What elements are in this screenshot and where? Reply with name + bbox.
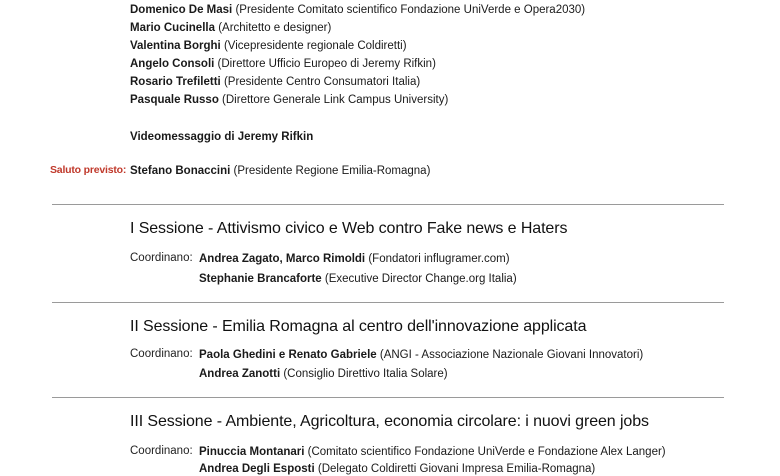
- coordinator-name: Andrea Degli Esposti: [199, 463, 315, 475]
- divider: [52, 397, 724, 398]
- coordinators-label: Coordinano:: [130, 348, 193, 360]
- coordinators-label: Coordinano:: [130, 445, 193, 457]
- greeting-role: (Presidente Regione Emilia-Romagna): [233, 165, 431, 177]
- speaker-role: (Presidente Comitato scientifico Fondazione UniVerde e Opera2030): [235, 4, 586, 16]
- session-title: III Sessione - Ambiente, Agricoltura, economia circolare: i nuovi green jobs: [130, 413, 649, 430]
- speaker-role: (Direttore Generale Link Campus University): [222, 94, 449, 106]
- speaker-name: Pasquale Russo: [130, 94, 219, 106]
- speaker-line: [130, 21, 331, 35]
- session-title: I Sessione - Attivismo civico e Web contro Fake news e Haters: [130, 220, 568, 237]
- speaker-role: (Vicepresidente regionale Coldiretti): [223, 40, 407, 52]
- speaker-line: [130, 3, 585, 17]
- speaker-role: (Architetto e designer): [218, 22, 332, 34]
- video-message: Videomessaggio di Jeremy Rifkin: [130, 131, 314, 143]
- speaker-line: [130, 39, 407, 53]
- speaker-name: Rosario Trefiletti: [130, 76, 221, 88]
- coordinator-line: [199, 462, 595, 476]
- greeting-line: [130, 164, 430, 178]
- coordinator-role: (Consiglio Direttivo Italia Solare): [283, 368, 448, 380]
- speaker-line: [130, 75, 420, 89]
- coordinator-line: [199, 348, 643, 362]
- speaker-line: [130, 57, 436, 71]
- speaker-role: (Direttore Ufficio Europeo di Jeremy Rifkin): [217, 58, 436, 70]
- speaker-name: Valentina Borghi: [130, 40, 221, 52]
- coordinator-line: [199, 367, 448, 381]
- coordinator-role: (ANGI - Associazione Nazionale Giovani Innovatori): [379, 349, 644, 361]
- coordinator-line: [199, 252, 510, 266]
- coordinator-name: Pinuccia Montanari: [199, 446, 305, 458]
- divider: [52, 302, 724, 303]
- greeting-label: Saluto previsto:: [50, 164, 127, 176]
- coordinator-role: (Delegato Coldiretti Giovani Impresa Emilia-Romagna): [317, 463, 596, 475]
- speaker-role: (Presidente Centro Consumatori Italia): [223, 76, 421, 88]
- speaker-name: Mario Cucinella: [130, 22, 215, 34]
- coordinators-label: Coordinano:: [130, 252, 193, 264]
- coordinator-name: Paola Ghedini e Renato Gabriele: [199, 349, 377, 361]
- coordinator-name: Stephanie Brancaforte: [199, 273, 322, 285]
- coordinator-name: Andrea Zanotti: [199, 368, 281, 380]
- coordinator-role: (Executive Director Change.org Italia): [324, 273, 517, 285]
- coordinator-name: Andrea Zagato, Marco Rimoldi: [199, 253, 366, 265]
- speaker-line: [130, 93, 448, 107]
- greeting-name: Stefano Bonaccini: [130, 165, 231, 177]
- speaker-name: Angelo Consoli: [130, 58, 215, 70]
- speaker-name: Domenico De Masi: [130, 4, 233, 16]
- coordinator-line: [199, 272, 517, 286]
- divider: [52, 204, 724, 205]
- coordinator-role: (Fondatori influgramer.com): [368, 253, 510, 265]
- coordinator-role: (Comitato scientifico Fondazione UniVerde e Fondazione Alex Langer): [307, 446, 666, 458]
- session-title: II Sessione - Emilia Romagna al centro dell'innovazione applicata: [130, 318, 587, 335]
- coordinator-line: [199, 445, 666, 459]
